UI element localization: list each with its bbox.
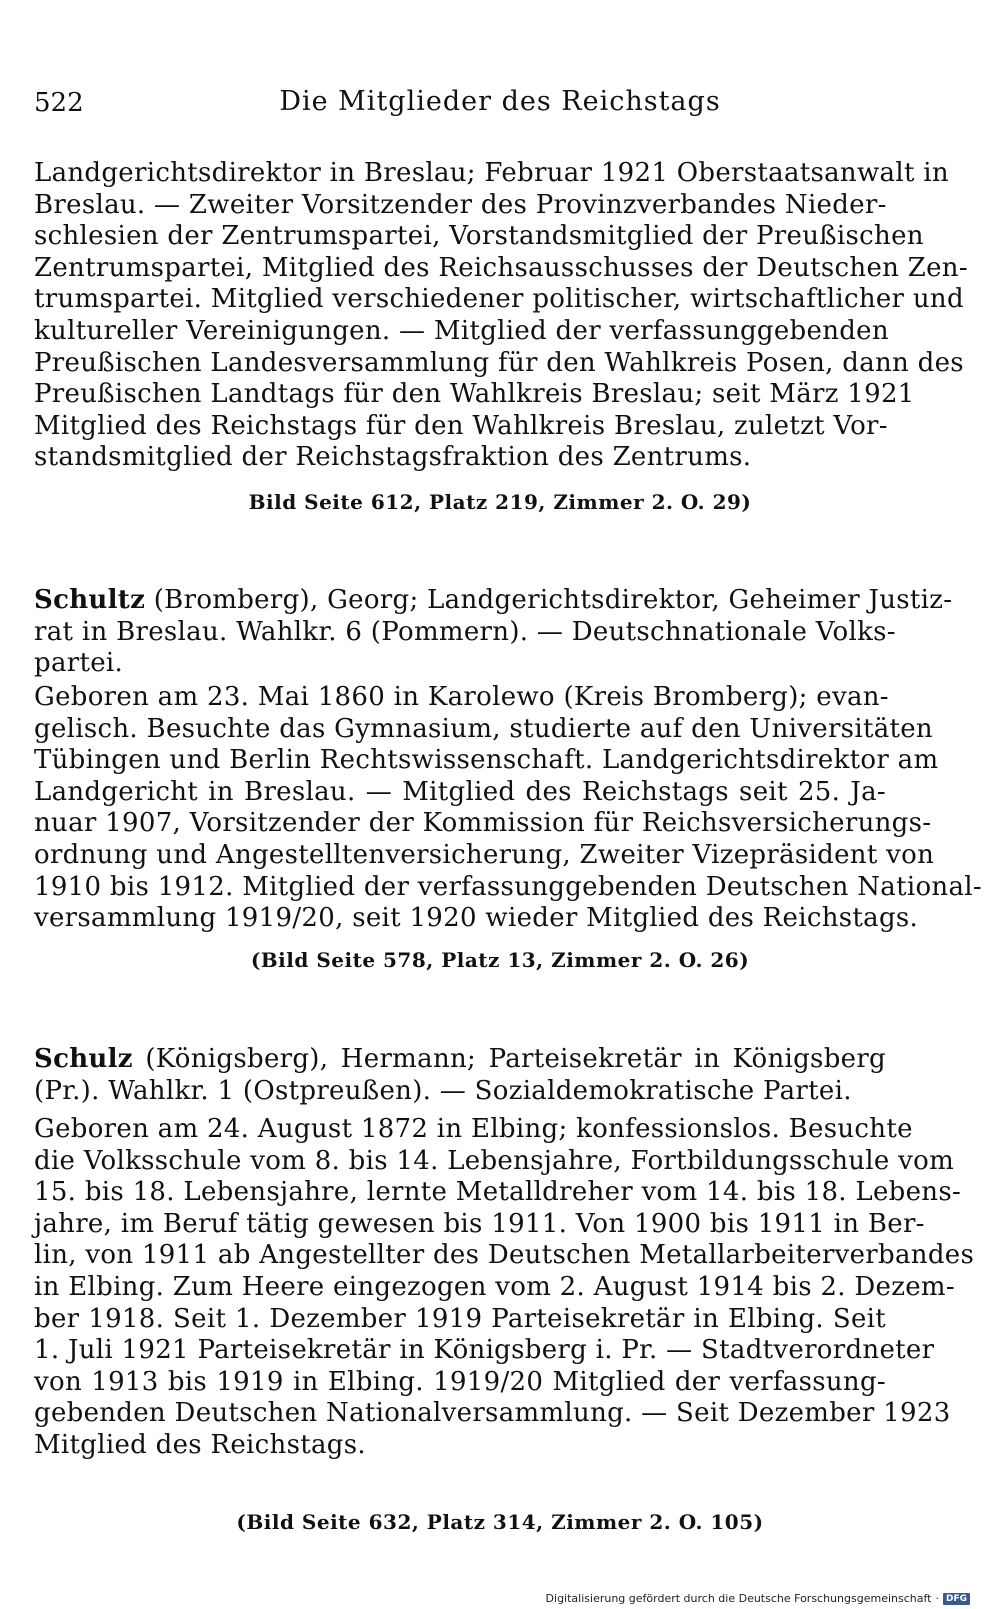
- head-line: (Königsberg), Hermann; Parteisekretär in Königsberg: [132, 1044, 886, 1074]
- text-line: Geboren am 23. Mai 1860 in Karolewo (Kreis Bromberg); evan-: [34, 682, 889, 712]
- text-line: Zentrumspartei, Mitglied des Reichsausschusses der Deutschen Zen-: [34, 252, 968, 283]
- running-head: Die Mitglieder des Reichstags: [279, 86, 721, 117]
- text-line: in Elbing. Zum Heere eingezogen vom 2. August 1914 bis 2. Dezem-: [34, 1271, 955, 1302]
- entry-schultz-head: [34, 585, 953, 680]
- entry-continued-text: [34, 158, 968, 474]
- text-line: 1910 bis 1912. Mitglied der verfassunggebenden Deutschen National-: [34, 871, 982, 902]
- text-line: ordnung und Angestelltenversicherung, Zweiter Vizepräsident von: [34, 839, 935, 870]
- text-line: Landgerichtsdirektor in Breslau; Februar 1921 Oberstaatsanwalt in: [34, 158, 949, 188]
- text-line: Landgericht in Breslau. — Mitglied des Reichstags seit 25. Ja-: [34, 776, 886, 807]
- text-line: jahre, im Beruf tätig gewesen bis 1911. Von 1900 bis 1911 in Ber-: [34, 1208, 925, 1239]
- entry-schulz-bio: [34, 1114, 975, 1462]
- photo-reference: (Bild Seite 632, Platz 314, Zimmer 2. O. 105): [236, 1510, 764, 1534]
- text-line: lin, von 1911 ab Angestellter des Deutschen Metallarbeiterverbandes: [34, 1240, 975, 1271]
- text-line: die Volksschule vom 8. bis 14. Lebensjahre, Fortbildungsschule vom: [34, 1145, 955, 1176]
- text-line: kultureller Vereinigungen. — Mitglied der verfassunggebenden: [34, 315, 889, 346]
- text-line: Geboren am 24. August 1872 in Elbing; konfessionslos. Besuchte: [34, 1114, 913, 1144]
- text-line: standsmitglied der Reichstagsfraktion des Zentrums.: [34, 442, 752, 473]
- text-line: von 1913 bis 1919 in Elbing. 1919/20 Mitglied der verfassung-: [34, 1366, 886, 1397]
- text-line: Preußischen Landtags für den Wahlkreis Breslau; seit März 1921: [34, 379, 915, 410]
- text-line: 1. Juli 1921 Parteisekretär in Königsberg i. Pr. — Stadtverordneter: [34, 1335, 935, 1366]
- text-line: Breslau. — Zweiter Vorsitzender des Provinzverbandes Nieder-: [34, 189, 887, 220]
- member-name: Schultz: [34, 585, 146, 615]
- head-line: partei.: [34, 648, 124, 679]
- text-line: 15. bis 18. Lebensjahre, lernte Metalldreher vom 14. bis 18. Lebens-: [34, 1177, 962, 1208]
- text-line: Mitglied des Reichstags für den Wahlkreis Breslau, zuletzt Vor-: [34, 410, 888, 441]
- separator: ·: [935, 1592, 939, 1605]
- text-line: Mitglied des Reichstags.: [34, 1429, 366, 1460]
- entry-schulz-head: [34, 1044, 886, 1107]
- member-name: Schulz: [34, 1044, 133, 1074]
- text-line: versammlung 1919/20, seit 1920 wieder Mitglied des Reichstags.: [34, 903, 919, 934]
- head-line: rat in Breslau. Wahlkr. 6 (Pommern). — Deutschnationale Volks-: [34, 616, 896, 647]
- text-line: nuar 1907, Vorsitzender der Kommission für Reichsversicherungs-: [34, 808, 932, 839]
- credit-text: Digitalisierung gefördert durch die Deutsche Forschungsgemeinschaft: [545, 1592, 932, 1605]
- text-line: trumspartei. Mitglied verschiedener politischer, wirtschaftlicher und: [34, 284, 964, 315]
- text-line: gebenden Deutschen Nationalversammlung. — Seit Dezember 1923: [34, 1398, 951, 1429]
- text-line: Preußischen Landesversammlung für den Wahlkreis Posen, dann des: [34, 347, 964, 378]
- photo-reference: (Bild Seite 578, Platz 13, Zimmer 2. O. 26): [250, 948, 750, 972]
- page-number: 522: [34, 88, 84, 118]
- head-line: (Pr.). Wahlkr. 1 (Ostpreußen). — Sozialdemokratische Partei.: [34, 1075, 852, 1106]
- text-line: ber 1918. Seit 1. Dezember 1919 Parteisekretär in Elbing. Seit: [34, 1303, 886, 1334]
- text-line: schlesien der Zentrumspartei, Vorstandsmitglied der Preußischen: [34, 221, 924, 252]
- photo-reference: Bild Seite 612, Platz 219, Zimmer 2. O. 29): [248, 490, 752, 514]
- text-line: Tübingen und Berlin Rechtswissenschaft. Landgerichtsdirektor am: [34, 745, 939, 776]
- head-line: (Bromberg), Georg; Landgerichtsdirektor, Geheimer Justiz-: [145, 585, 953, 615]
- text-line: gelisch. Besuchte das Gymnasium, studierte auf den Universitäten: [34, 713, 933, 744]
- dfg-logo: DFG: [943, 1593, 970, 1605]
- digitization-credit: [546, 1592, 970, 1605]
- entry-schultz-bio: [34, 682, 982, 935]
